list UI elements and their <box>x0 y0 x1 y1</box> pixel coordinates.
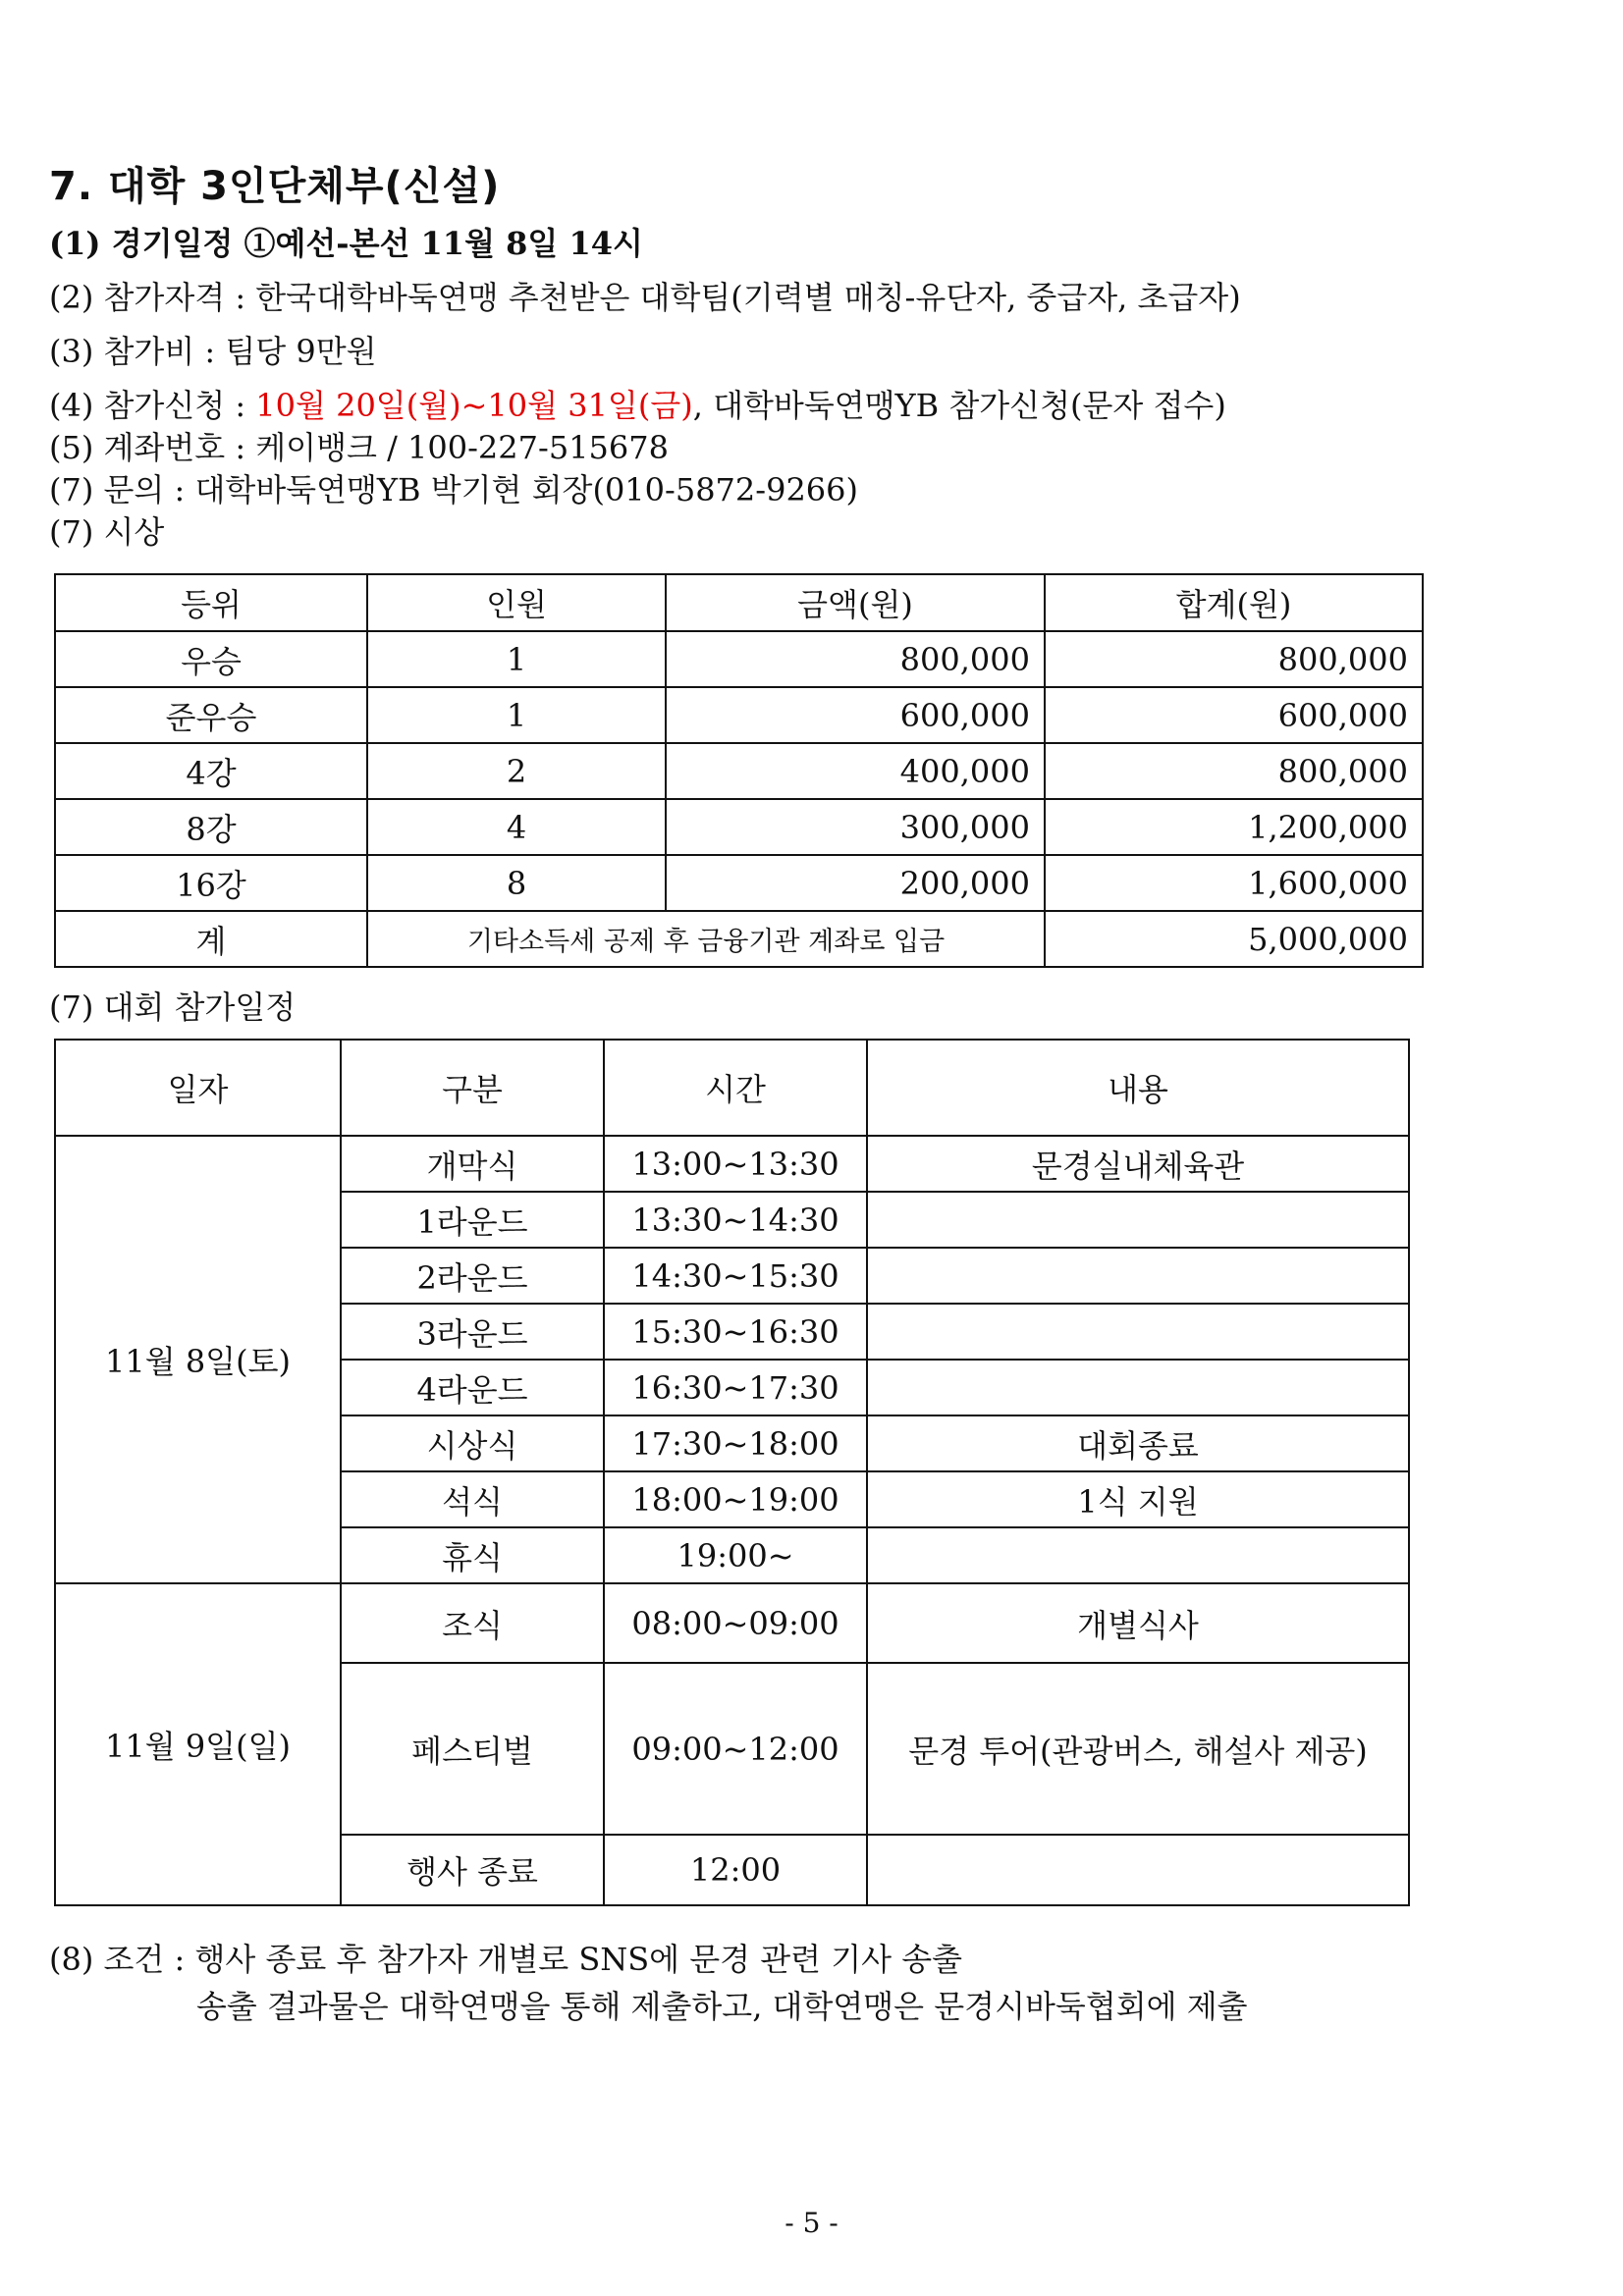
program-category: 개막식 <box>341 1136 604 1192</box>
award-total-note: 기타소득세 공제 후 금융기관 계좌로 입금 <box>367 911 1045 967</box>
program-time: 17:30~18:00 <box>604 1415 867 1471</box>
award-count: 1 <box>367 687 666 743</box>
award-total-label: 계 <box>55 911 367 967</box>
table-row <box>55 631 1423 687</box>
award-sum: 600,000 <box>1045 687 1423 743</box>
program-day2-date: 11월 9일(일) <box>55 1583 341 1905</box>
program-category: 조식 <box>341 1583 604 1663</box>
table-row <box>55 1136 1409 1192</box>
awards-header-sum: 합계(원) <box>1045 574 1423 631</box>
page-number: - 5 - <box>784 2207 839 2239</box>
awards-header-rank: 등위 <box>55 574 367 631</box>
program-category: 3라운드 <box>341 1304 604 1360</box>
award-sum: 1,200,000 <box>1045 799 1423 855</box>
application-line <box>49 386 1226 425</box>
program-content <box>867 1304 1409 1360</box>
program-content: 문경 투어(관광버스, 해설사 제공) <box>867 1663 1409 1835</box>
awards-table <box>54 573 1424 968</box>
table-row <box>55 743 1423 799</box>
application-prefix: (4) 참가신청 : <box>49 387 256 424</box>
program-time: 13:30~14:30 <box>604 1192 867 1248</box>
program-header-content: 내용 <box>867 1040 1409 1136</box>
application-dates: 10월 20일(월)~10월 31일(금) <box>255 387 693 424</box>
program-content <box>867 1360 1409 1415</box>
application-suffix: , 대학바둑연맹YB 참가신청(문자 접수) <box>692 387 1226 424</box>
conditions-line-1: (8) 조건 : 행사 종료 후 참가자 개별로 SNS에 문경 관련 기사 송출 <box>49 1941 963 1978</box>
program-time: 16:30~17:30 <box>604 1360 867 1415</box>
table-row <box>55 687 1423 743</box>
program-time: 08:00~09:00 <box>604 1583 867 1663</box>
award-count: 4 <box>367 799 666 855</box>
program-time: 18:00~19:00 <box>604 1471 867 1527</box>
program-content: 1식 지원 <box>867 1471 1409 1527</box>
account-line: (5) 계좌번호 : 케이뱅크 / 100-227-515678 <box>49 429 669 466</box>
section-title: 7. 대학 3인단체부(신설) <box>49 164 501 209</box>
conditions-line-2: 송출 결과물은 대학연맹을 통해 제출하고, 대학연맹은 문경시바둑협회에 제출 <box>196 1988 1248 2025</box>
program-time: 15:30~16:30 <box>604 1304 867 1360</box>
awards-label: (7) 시상 <box>49 513 165 551</box>
award-rank: 우승 <box>55 631 367 687</box>
award-amount: 300,000 <box>666 799 1045 855</box>
table-row <box>55 1583 1409 1663</box>
program-content <box>867 1248 1409 1304</box>
awards-header-amount: 금액(원) <box>666 574 1045 631</box>
program-category: 페스티벌 <box>341 1663 604 1835</box>
awards-total-row <box>55 911 1423 967</box>
program-content <box>867 1192 1409 1248</box>
program-time: 09:00~12:00 <box>604 1663 867 1835</box>
awards-header-row <box>55 574 1423 631</box>
award-amount: 200,000 <box>666 855 1045 911</box>
award-count: 1 <box>367 631 666 687</box>
table-row <box>55 799 1423 855</box>
program-category: 행사 종료 <box>341 1835 604 1905</box>
program-content <box>867 1527 1409 1583</box>
award-amount: 800,000 <box>666 631 1045 687</box>
award-total-amount: 5,000,000 <box>1045 911 1423 967</box>
program-time: 12:00 <box>604 1835 867 1905</box>
award-rank: 준우승 <box>55 687 367 743</box>
program-content <box>867 1835 1409 1905</box>
award-rank: 4강 <box>55 743 367 799</box>
program-category: 휴식 <box>341 1527 604 1583</box>
program-content: 개별식사 <box>867 1583 1409 1663</box>
program-time: 13:00~13:30 <box>604 1136 867 1192</box>
award-count: 8 <box>367 855 666 911</box>
program-label: (7) 대회 참가일정 <box>49 988 297 1026</box>
program-header-category: 구분 <box>341 1040 604 1136</box>
schedule-line: (1) 경기일정 ①예선-본선 11월 8일 14시 <box>49 225 643 262</box>
program-category: 2라운드 <box>341 1248 604 1304</box>
fee-line: (3) 참가비 : 팀당 9만원 <box>49 333 377 370</box>
award-count: 2 <box>367 743 666 799</box>
program-category: 4라운드 <box>341 1360 604 1415</box>
program-header-date: 일자 <box>55 1040 341 1136</box>
award-amount: 600,000 <box>666 687 1045 743</box>
award-sum: 1,600,000 <box>1045 855 1423 911</box>
award-sum: 800,000 <box>1045 743 1423 799</box>
program-content: 대회종료 <box>867 1415 1409 1471</box>
award-rank: 8강 <box>55 799 367 855</box>
table-row <box>55 855 1423 911</box>
program-table <box>54 1039 1410 1906</box>
eligibility-line: (2) 참가자격 : 한국대학바둑연맹 추천받은 대학팀(기력별 매칭-유단자, 중급자, 초급자) <box>49 279 1241 316</box>
award-sum: 800,000 <box>1045 631 1423 687</box>
award-rank: 16강 <box>55 855 367 911</box>
program-content: 문경실내체육관 <box>867 1136 1409 1192</box>
program-day1-date: 11월 8일(토) <box>55 1136 341 1583</box>
contact-line: (7) 문의 : 대학바둑연맹YB 박기현 회장(010-5872-9266) <box>49 471 859 508</box>
program-header-row <box>55 1040 1409 1136</box>
program-category: 석식 <box>341 1471 604 1527</box>
awards-header-count: 인원 <box>367 574 666 631</box>
program-header-time: 시간 <box>604 1040 867 1136</box>
program-category: 시상식 <box>341 1415 604 1471</box>
award-amount: 400,000 <box>666 743 1045 799</box>
program-time: 14:30~15:30 <box>604 1248 867 1304</box>
program-time: 19:00~ <box>604 1527 867 1583</box>
program-category: 1라운드 <box>341 1192 604 1248</box>
